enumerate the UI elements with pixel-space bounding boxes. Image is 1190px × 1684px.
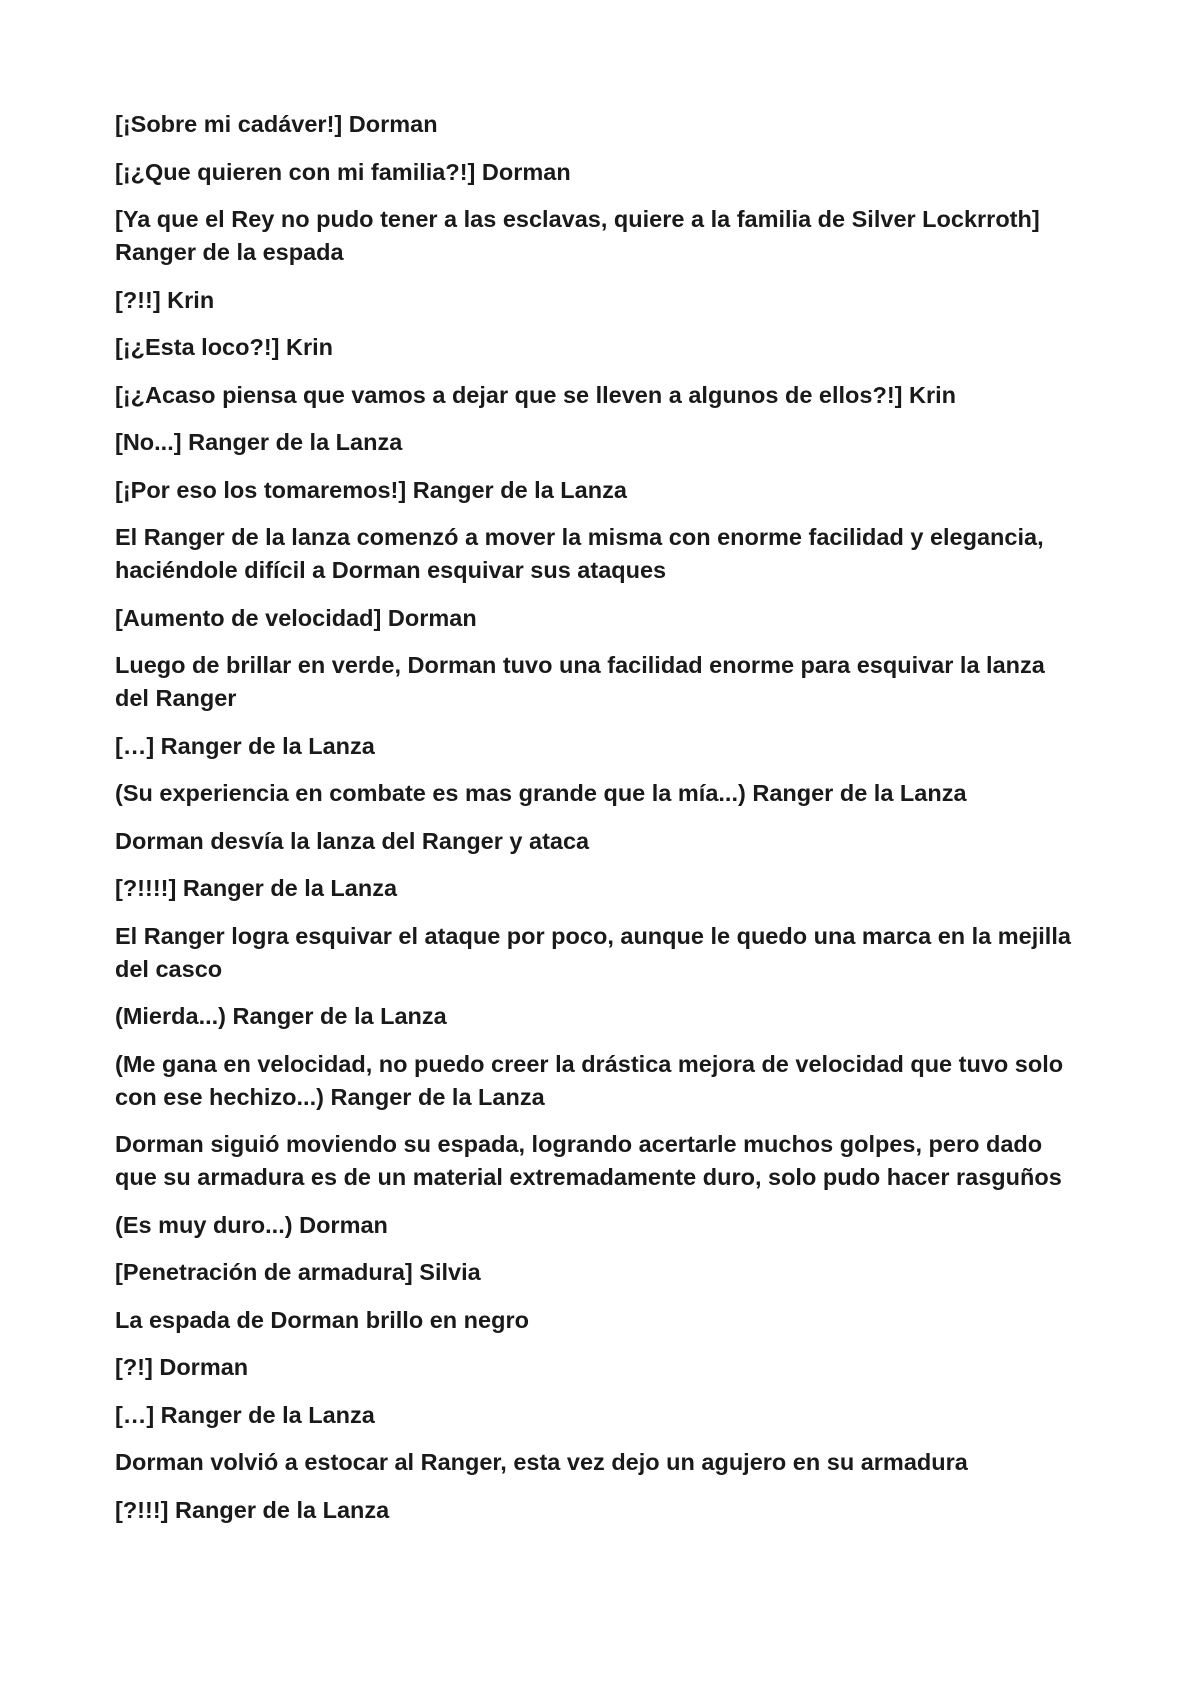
paragraph: El Ranger logra esquivar el ataque por poco, aunque le quedo una marca en la mejilla del casco: [115, 922, 1071, 982]
paragraph: (Es muy duro...) Dorman: [115, 1211, 388, 1238]
paragraph: [?!] Dorman: [115, 1354, 249, 1380]
paragraph: [¡¿Acaso piensa que vamos a dejar que se lleven a algunos de ellos?!] Krin: [115, 381, 957, 408]
paragraph: […] Ranger de la Lanza: [115, 732, 375, 759]
paragraph: (Me gana en velocidad, no puedo creer la drástica mejora de velocidad que tuvo solo con ese hechizo...) Ranger de la Lanza: [115, 1050, 1064, 1110]
paragraph: [Ya que el Rey no pudo tener a las esclavas, quiere a la familia de Silver Lockrroth] Ranger de la espada: [115, 206, 1040, 265]
paragraph: (Mierda...) Ranger de la Lanza: [115, 1003, 447, 1029]
paragraph: [¡Por eso los tomaremos!] Ranger de la Lanza: [115, 476, 627, 503]
paragraph: [Aumento de velocidad] Dorman: [115, 604, 477, 631]
paragraph: Dorman siguió moviendo su espada, logrando acertarle muchos golpes, pero dado que su armadura es de un material extremadamente duro, solo pudo hacer rasguños: [115, 1131, 1062, 1190]
paragraph: […] Ranger de la Lanza: [115, 1401, 375, 1428]
paragraph: El Ranger de la lanza comenzó a mover la misma con enorme facilidad y elegancia, haciéndole difícil a Dorman esquivar sus ataques: [115, 524, 1044, 583]
paragraph: [?!!] Krin: [115, 286, 215, 313]
paragraph: Luego de brillar en verde, Dorman tuvo una facilidad enorme para esquivar la lanza del Ranger: [115, 652, 1045, 711]
paragraph: Dorman volvió a estocar al Ranger, esta vez dejo un agujero en su armadura: [115, 1449, 968, 1475]
paragraph: [?!!!!] Ranger de la Lanza: [115, 875, 398, 901]
paragraph: [¡¿Esta loco?!] Krin: [115, 334, 334, 360]
paragraph: [No...] Ranger de la Lanza: [115, 429, 403, 455]
paragraph: [Penetración de armadura] Silvia: [115, 1259, 481, 1285]
paragraph: [¡¿Que quieren con mi familia?!] Dorman: [115, 158, 571, 185]
paragraph: Dorman desvía la lanza del Ranger y ataca: [115, 827, 590, 854]
paragraph: (Su experiencia en combate es mas grande que la mía...) Ranger de la Lanza: [115, 780, 967, 806]
paragraph: [?!!!] Ranger de la Lanza: [115, 1496, 390, 1523]
document-page: [115, 108, 1075, 1541]
paragraph: [¡Sobre mi cadáver!] Dorman: [115, 111, 438, 137]
paragraph: La espada de Dorman brillo en negro: [115, 1306, 529, 1333]
